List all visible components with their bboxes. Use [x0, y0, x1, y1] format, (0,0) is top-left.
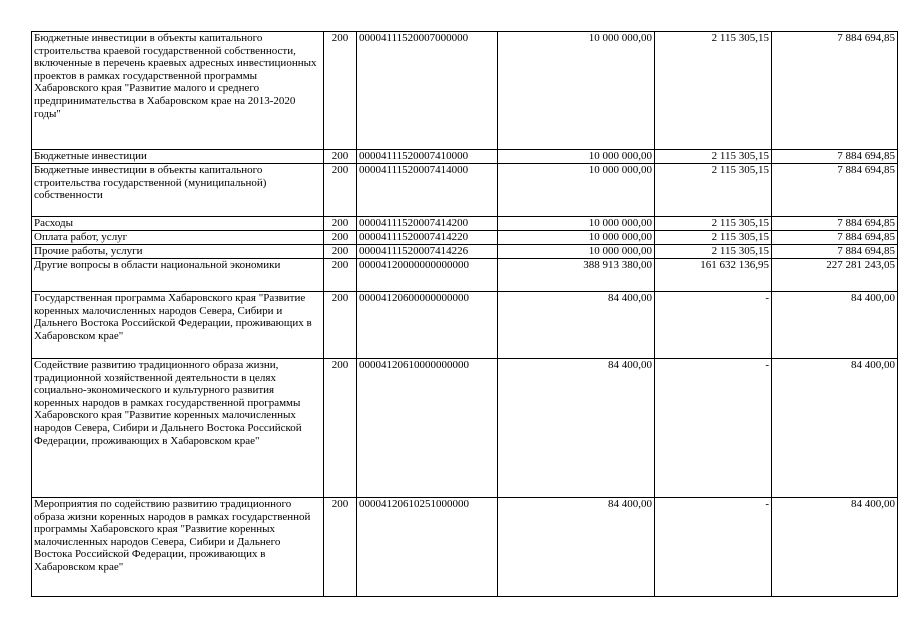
- row-approved-cell: 84 400,00: [498, 292, 655, 359]
- row-classification-cell: 00004111520007414000: [357, 164, 498, 217]
- row-remaining-cell: 7 884 694,85: [772, 164, 898, 217]
- row-executed-cell: 2 115 305,15: [655, 217, 772, 231]
- row-executed-cell: -: [655, 292, 772, 359]
- row-executed-cell: 2 115 305,15: [655, 245, 772, 259]
- row-remaining-cell: 84 400,00: [772, 498, 898, 597]
- row-name-cell: Расходы: [32, 217, 324, 231]
- table-row: [32, 292, 898, 359]
- row-approved-cell: 10 000 000,00: [498, 150, 655, 164]
- row-name-cell: Прочие работы, услуги: [32, 245, 324, 259]
- table-row: [32, 164, 898, 217]
- row-remaining-cell: 7 884 694,85: [772, 217, 898, 231]
- table-row: [32, 32, 898, 150]
- table-row: [32, 259, 898, 292]
- row-executed-cell: 161 632 136,95: [655, 259, 772, 292]
- budget-report-page: [31, 31, 898, 597]
- row-classification-cell: 00004111520007000000: [357, 32, 498, 150]
- row-classification-cell: 00004111520007410000: [357, 150, 498, 164]
- table-row: [32, 245, 898, 259]
- row-code-cell: 200: [324, 245, 357, 259]
- row-remaining-cell: 227 281 243,05: [772, 259, 898, 292]
- row-approved-cell: 84 400,00: [498, 359, 655, 498]
- row-remaining-cell: 7 884 694,85: [772, 231, 898, 245]
- row-name-cell: Государственная программа Хабаровского края "Развитие коренных малочисленных народов Севера, Сибири и Дальнего Востока Российской Федерации, проживающих в Хабаровском крае": [32, 292, 324, 359]
- row-classification-cell: 00004120000000000000: [357, 259, 498, 292]
- row-approved-cell: 10 000 000,00: [498, 231, 655, 245]
- row-name-cell: Бюджетные инвестиции: [32, 150, 324, 164]
- row-classification-cell: 00004111520007414226: [357, 245, 498, 259]
- row-name-cell: Бюджетные инвестиции в объекты капитального строительства краевой государственной собственности, включенные в перечень краевых адресных инвестиционных проектов в рамках государственной программы Хабаровского края "Развитие малого и среднего предпринимательства в Хабаровском крае на 2013-2020 годы": [32, 32, 324, 150]
- row-name-cell: Мероприятия по содействию развитию традиционного образа жизни коренных народов в рамках государственной программы Хабаровского края "Развитие коренных малочисленных народов Севера, Сибири и Дальнего Востока Российской Федерации, проживающих в Хабаровском крае": [32, 498, 324, 597]
- row-executed-cell: 2 115 305,15: [655, 32, 772, 150]
- row-code-cell: 200: [324, 498, 357, 597]
- row-classification-cell: 00004111520007414200: [357, 217, 498, 231]
- row-executed-cell: 2 115 305,15: [655, 164, 772, 217]
- row-name-cell: Содействие развитию традиционного образа жизни, традиционной хозяйственной деятельности в целях социально-экономического и культурного развития коренных народов в рамках государственной программы Хабаровского края "Развитие коренных малочисленных народов Севера, Сибири и Дальнего Востока Российской Федерации, проживающих в Хабаровском крае": [32, 359, 324, 498]
- row-remaining-cell: 84 400,00: [772, 292, 898, 359]
- table-row: [32, 231, 898, 245]
- row-remaining-cell: 7 884 694,85: [772, 150, 898, 164]
- row-code-cell: 200: [324, 259, 357, 292]
- row-classification-cell: 00004120610251000000: [357, 498, 498, 597]
- table-row: [32, 150, 898, 164]
- row-remaining-cell: 7 884 694,85: [772, 32, 898, 150]
- budget-execution-table: [31, 31, 898, 597]
- row-code-cell: 200: [324, 292, 357, 359]
- row-executed-cell: -: [655, 359, 772, 498]
- row-code-cell: 200: [324, 164, 357, 217]
- row-remaining-cell: 84 400,00: [772, 359, 898, 498]
- row-classification-cell: 00004120600000000000: [357, 292, 498, 359]
- table-row: [32, 498, 898, 597]
- row-classification-cell: 00004111520007414220: [357, 231, 498, 245]
- row-name-cell: Оплата работ, услуг: [32, 231, 324, 245]
- row-approved-cell: 84 400,00: [498, 498, 655, 597]
- table-body: [32, 32, 898, 597]
- row-code-cell: 200: [324, 150, 357, 164]
- table-row: [32, 359, 898, 498]
- row-executed-cell: -: [655, 498, 772, 597]
- row-name-cell: Другие вопросы в области национальной экономики: [32, 259, 324, 292]
- row-approved-cell: 10 000 000,00: [498, 32, 655, 150]
- row-code-cell: 200: [324, 217, 357, 231]
- row-code-cell: 200: [324, 359, 357, 498]
- row-approved-cell: 10 000 000,00: [498, 245, 655, 259]
- row-classification-cell: 00004120610000000000: [357, 359, 498, 498]
- row-code-cell: 200: [324, 32, 357, 150]
- row-executed-cell: 2 115 305,15: [655, 150, 772, 164]
- row-executed-cell: 2 115 305,15: [655, 231, 772, 245]
- row-name-cell: Бюджетные инвестиции в объекты капитального строительства государственной (муниципальной) собственности: [32, 164, 324, 217]
- table-row: [32, 217, 898, 231]
- row-approved-cell: 10 000 000,00: [498, 164, 655, 217]
- row-approved-cell: 10 000 000,00: [498, 217, 655, 231]
- row-approved-cell: 388 913 380,00: [498, 259, 655, 292]
- row-code-cell: 200: [324, 231, 357, 245]
- row-remaining-cell: 7 884 694,85: [772, 245, 898, 259]
